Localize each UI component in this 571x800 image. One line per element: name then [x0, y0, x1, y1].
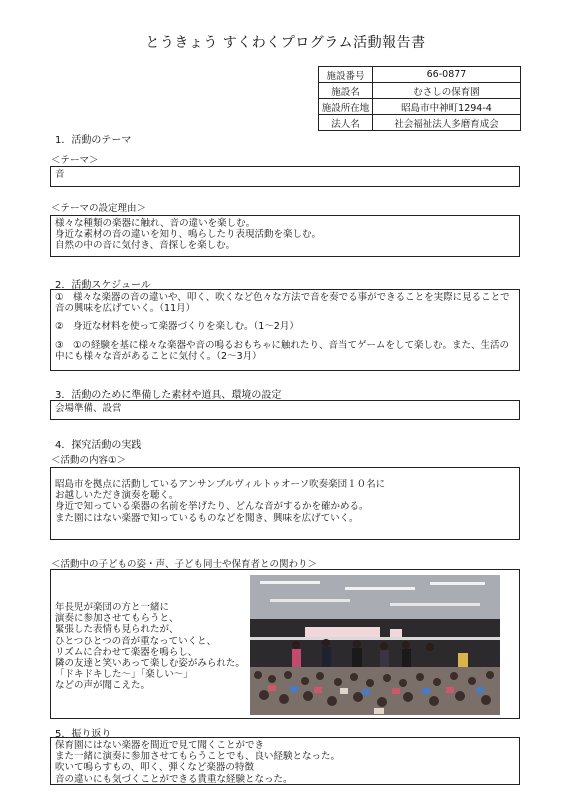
schedule-box — [50, 289, 520, 371]
children-line: 「ドキドキした～」「楽しい～」 — [55, 669, 193, 681]
children-line: 隣の友達と笑いあって楽しむ姿がみられた。 — [55, 658, 245, 670]
info-row — [319, 67, 521, 83]
schedule-item: ③ ①の経験を基に様々な楽器や音の鳴るおもちゃに触れたり、音当てゲームをして楽しむ。また、生活の中にも様々な音があることに気付く。（2～3月） — [55, 339, 510, 362]
page-title: とうきょう すくわくプログラム活動報告書 — [145, 35, 426, 51]
section-5-heading: 5．振り返り — [55, 729, 112, 740]
children-line: ひとつひとつの音が重なっていくと、 — [55, 635, 217, 647]
info-label: 法人名 — [319, 115, 373, 131]
info-label: 施設名 — [319, 83, 373, 99]
reason-box — [50, 215, 520, 257]
reason-line: 自然の中の音に気付き、音探しを楽しむ。 — [55, 240, 236, 252]
section-3-heading: 3．活動のために準備した素材や道具、環境の設定 — [55, 390, 282, 401]
reason-label: ＜テーマの設定理由＞ — [51, 203, 147, 214]
theme-box — [50, 166, 520, 187]
section-4-heading: 4．探究活動の実践 — [55, 440, 142, 451]
section-1-heading: 1．活動のテーマ — [55, 135, 132, 146]
reflection-line: 保育園にはない楽器を間近で見て聞くことができ — [55, 740, 265, 751]
schedule-item: ① 様々な楽器の音の違いや、叩く、吹くなど色々な方法で音を奏でる事ができることを実際に見ることで音の興味を広げていく。（11月） — [55, 292, 510, 315]
children-line: 年長児が楽団の方と一緒に — [55, 602, 170, 613]
reason-line: 様々な種類の楽器に触れ、音の違いを楽しむ。 — [55, 218, 256, 229]
info-value: 66-0877 — [373, 67, 521, 83]
info-row — [319, 115, 521, 131]
reflection-line: また一緒に演奏に参加させてもらうことでも、良い経験となった。 — [55, 751, 341, 763]
info-row — [319, 83, 521, 99]
section-2-heading: 2．活動スケジュール — [55, 280, 151, 291]
content-line: 昭島市を拠点に活動しているアンサンブルヴィルトゥオーソ吹奏楽団１０名に — [55, 479, 386, 490]
materials-text: 会場準備、設営 — [55, 403, 122, 414]
info-label: 施設番号 — [319, 67, 373, 83]
content-line: 身近で知っている楽器の名前を挙げたり、どんな音がするかを確かめる。 — [55, 501, 369, 513]
concert-photo — [250, 575, 500, 715]
content-box — [50, 467, 520, 540]
children-label: ＜活動中の子どもの姿・声、子ども同士や保育者との関わり＞ — [51, 559, 318, 570]
info-value: むさしの保育園 — [373, 83, 521, 99]
concert-photo-graphic — [250, 575, 500, 715]
children-line: 演奏に参加させてもらうと、 — [55, 613, 179, 625]
info-row — [319, 99, 521, 115]
info-value: 社会福祉法人多磨育成会 — [373, 115, 521, 131]
theme-label: ＜テーマ＞ — [51, 155, 99, 166]
schedule-item: ② 身近な材料を使って楽器づくりを楽しむ。（1～2月） — [55, 321, 299, 333]
content-line: お越しいただき演奏を聴く。 — [55, 490, 179, 502]
facility-info-table — [318, 66, 521, 131]
reflection-line: 吹いて鳴らすもの、叩く、弾くなど楽器の特徴 — [55, 762, 254, 774]
theme-text: 音 — [55, 169, 65, 180]
content-line: また園にはない楽器で知っているものなどを聞き、興味を広げていく。 — [55, 512, 359, 524]
info-value: 昭島市中神町1294-4 — [373, 99, 521, 115]
materials-box — [50, 400, 520, 420]
children-line: リズムに合わせて楽器を鳴らし、 — [55, 646, 198, 658]
info-label: 施設所在地 — [319, 99, 373, 115]
content-label: ＜活動の内容①＞ — [51, 455, 127, 466]
children-line: などの声が聞こえた。 — [55, 680, 151, 692]
reflection-box — [50, 737, 520, 785]
reason-line: 身近な素材の音の違いを知り、鳴らしたり表現活動を楽しむ。 — [55, 229, 322, 241]
children-line: 緊張した表情も見られたが、 — [55, 624, 179, 636]
reflection-line: 音の違いにも気づくことができる貴重な経験となった。 — [55, 773, 293, 785]
